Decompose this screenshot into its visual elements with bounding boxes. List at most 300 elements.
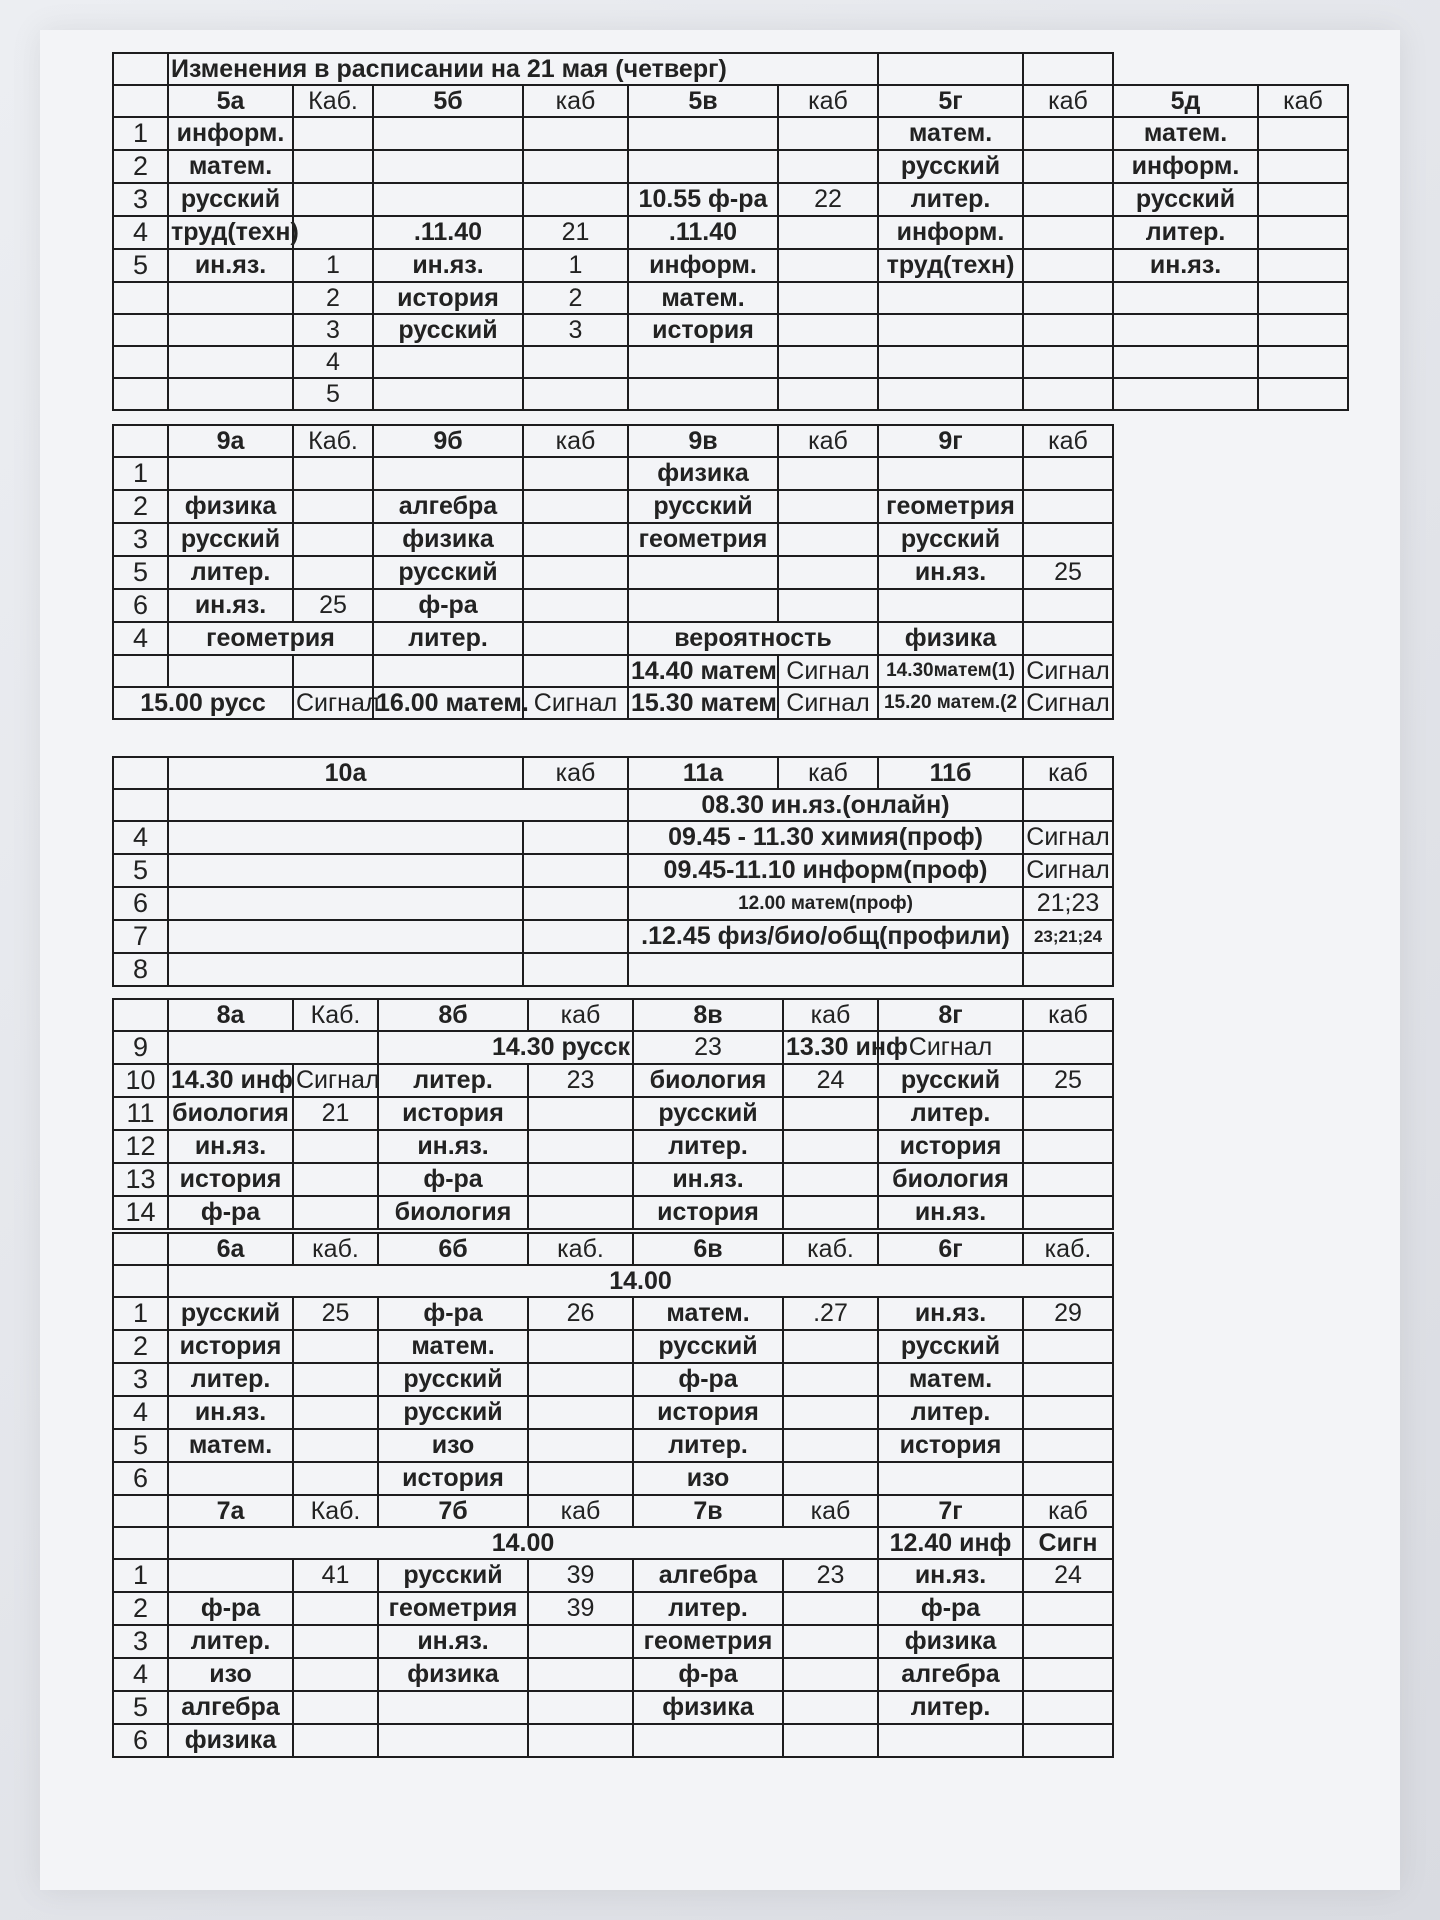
grade-5-section	[112, 52, 1347, 411]
room-cell: 1	[523, 249, 628, 282]
class-header: 9б	[373, 425, 523, 457]
room-cell	[778, 249, 878, 282]
room-cell	[293, 556, 373, 589]
room-cell: 26	[528, 1297, 633, 1330]
room-cell	[1258, 150, 1348, 183]
lesson-number: 7	[113, 920, 168, 953]
subject-cell: русский	[168, 1297, 293, 1330]
room-cell	[1258, 216, 1348, 249]
subject-cell: русский	[878, 1064, 1023, 1097]
room-header: Каб.	[293, 425, 373, 457]
room-cell	[523, 920, 628, 953]
lesson-number: 5	[113, 556, 168, 589]
table-row	[113, 1064, 1113, 1097]
subject-cell: история	[168, 1163, 293, 1196]
room-cell: 24	[1023, 1559, 1113, 1592]
class-header: 6б	[378, 1233, 528, 1265]
subject-cell: ин.яз.	[878, 556, 1023, 589]
room-cell	[1023, 346, 1113, 378]
class-header: 8в	[633, 999, 783, 1031]
subject-cell: ф-ра	[168, 1592, 293, 1625]
page-title: Изменения в расписании на 21 мая (четверг)	[168, 53, 878, 85]
room-cell	[293, 1429, 378, 1462]
subject-cell: матем.	[878, 1363, 1023, 1396]
room-cell	[523, 523, 628, 556]
subject-cell: геометрия	[378, 1592, 528, 1625]
room-header: каб	[778, 85, 878, 117]
room-cell: 24	[783, 1064, 878, 1097]
room-cell	[523, 457, 628, 490]
room-cell: Сигнал	[293, 1064, 378, 1097]
lesson-number: 3	[113, 1363, 168, 1396]
room-cell	[778, 556, 878, 589]
subject-cell: история	[168, 1330, 293, 1363]
subject-cell	[168, 953, 523, 986]
lesson-number: 3	[113, 523, 168, 556]
room-cell	[1023, 314, 1113, 346]
room-cell: 21	[523, 216, 628, 249]
room-cell	[783, 1592, 878, 1625]
subject-cell: ин.яз.	[168, 249, 293, 282]
room-cell	[293, 117, 373, 150]
subject-cell: матем.	[878, 117, 1023, 150]
table-row	[113, 282, 1348, 314]
table-row	[113, 346, 1348, 378]
subject-cell	[878, 346, 1023, 378]
room-cell	[523, 887, 628, 920]
room-cell	[1258, 314, 1348, 346]
subject-cell: физика	[878, 1625, 1023, 1658]
subject-cell	[878, 314, 1023, 346]
lesson-number: 5	[113, 1691, 168, 1724]
room-cell	[783, 1097, 878, 1130]
room-cell: 25	[293, 1297, 378, 1330]
room-cell	[778, 378, 878, 410]
subject-cell: ф-ра	[633, 1363, 783, 1396]
room-cell	[783, 1691, 878, 1724]
subject-cell: история	[878, 1130, 1023, 1163]
room-header: каб	[778, 425, 878, 457]
subject-cell	[628, 150, 778, 183]
class-header: 7г	[878, 1495, 1023, 1527]
subject-cell	[373, 117, 523, 150]
subject-cell: физика	[633, 1691, 783, 1724]
room-cell	[528, 1724, 633, 1757]
table-row	[113, 1097, 1113, 1130]
subject-cell: ин.яз.	[378, 1625, 528, 1658]
subject-cell: русский	[628, 490, 778, 523]
class-header: 5в	[628, 85, 778, 117]
subject-cell: ф-ра	[878, 1592, 1023, 1625]
table-row	[113, 1163, 1113, 1196]
subject-cell: ин.яз.	[1113, 249, 1258, 282]
table-row	[113, 457, 1113, 490]
table-row	[113, 1559, 1113, 1592]
table-row	[113, 1625, 1113, 1658]
subject-cell: литер.	[633, 1592, 783, 1625]
room-cell: 2	[523, 282, 628, 314]
room-cell	[1258, 249, 1348, 282]
lesson-number	[113, 378, 168, 410]
subject-cell: изо	[633, 1462, 783, 1495]
class-header: 5г	[878, 85, 1023, 117]
subject-cell	[168, 282, 293, 314]
room-cell	[783, 1396, 878, 1429]
grade-9-section	[112, 424, 1112, 720]
room-cell	[778, 150, 878, 183]
table-row	[113, 378, 1348, 410]
room-header: каб	[1023, 425, 1113, 457]
room-cell	[1023, 1658, 1113, 1691]
subject-cell	[1113, 314, 1258, 346]
grade-7-time-row: 14.00 12.40 инф Сигн	[113, 1527, 1113, 1559]
class-header: 7в	[633, 1495, 783, 1527]
table-row	[113, 1130, 1113, 1163]
room-cell	[778, 589, 878, 622]
room-cell	[293, 523, 373, 556]
room-cell	[1258, 117, 1348, 150]
room-cell	[1023, 1330, 1113, 1363]
lesson-number: 4	[113, 1396, 168, 1429]
room-cell	[783, 1724, 878, 1757]
room-cell	[1023, 1429, 1113, 1462]
subject-cell: русский	[373, 314, 523, 346]
lesson-number: 1	[113, 1559, 168, 1592]
room-cell	[778, 117, 878, 150]
grade-7-section	[112, 1494, 1112, 1758]
lesson-number: 6	[113, 887, 168, 920]
grade-10-11-header-row: 10а каб 11а каб 11б каб	[113, 757, 1113, 789]
subject-cell: биология	[168, 1097, 293, 1130]
subject-cell: ин.яз.	[878, 1196, 1023, 1229]
room-cell	[1023, 589, 1113, 622]
room-header: каб.	[1023, 1233, 1113, 1265]
grade-6-table	[112, 1232, 1114, 1496]
subject-cell: .11.40	[628, 216, 778, 249]
room-cell: 25	[293, 589, 373, 622]
subject-cell	[373, 150, 523, 183]
row-number-header	[113, 1233, 168, 1265]
subject-cell: история	[878, 1429, 1023, 1462]
table-row	[113, 887, 1113, 920]
subject-cell: физика	[168, 1724, 293, 1757]
grade-8-header-row	[113, 999, 1113, 1031]
lesson-number: 3	[113, 183, 168, 216]
subject-cell: русский	[878, 523, 1023, 556]
class-header: 5д	[1113, 85, 1258, 117]
subject-cell	[378, 1724, 528, 1757]
room-cell	[783, 1130, 878, 1163]
room-cell	[1023, 1363, 1113, 1396]
room-cell	[528, 1658, 633, 1691]
subject-cell: история	[378, 1097, 528, 1130]
room-cell: 22	[778, 183, 878, 216]
subject-cell	[628, 556, 778, 589]
subject-cell: литер.	[878, 183, 1023, 216]
subject-cell	[878, 282, 1023, 314]
grade-8-row-9: 9 14.30 русск 23 13.30 инф Сигнал	[113, 1031, 1113, 1064]
room-cell	[783, 1429, 878, 1462]
subject-cell	[373, 183, 523, 216]
subject-cell	[168, 920, 523, 953]
subject-cell: геометрия	[633, 1625, 783, 1658]
room-header: каб	[783, 1495, 878, 1527]
room-cell: 23	[528, 1064, 633, 1097]
table-row	[113, 1658, 1113, 1691]
room-cell	[293, 457, 373, 490]
subject-cell	[168, 887, 523, 920]
room-cell	[1023, 117, 1113, 150]
lesson-number: 1	[113, 117, 168, 150]
subject-cell	[168, 1462, 293, 1495]
lesson-number: 4	[113, 821, 168, 854]
subject-cell: биология	[878, 1163, 1023, 1196]
subject-cell: матем.	[633, 1297, 783, 1330]
subject-cell	[878, 589, 1023, 622]
room-cell	[528, 1429, 633, 1462]
subject-cell: литер.	[878, 1097, 1023, 1130]
table-row	[113, 314, 1348, 346]
room-header: Каб.	[293, 999, 378, 1031]
room-cell	[293, 490, 373, 523]
subject-cell: ф-ра	[168, 1196, 293, 1229]
subject-cell: изо	[378, 1429, 528, 1462]
lesson-number: 6	[113, 1724, 168, 1757]
room-cell	[1023, 1625, 1113, 1658]
lesson-number: 12	[113, 1130, 168, 1163]
room-cell	[1258, 346, 1348, 378]
room-cell	[523, 150, 628, 183]
subject-cell	[878, 1724, 1023, 1757]
row-number-header	[113, 425, 168, 457]
room-cell	[778, 523, 878, 556]
lesson-number: 5	[113, 1429, 168, 1462]
subject-cell: биология	[378, 1196, 528, 1229]
subject-cell	[373, 346, 523, 378]
subject-cell: литер.	[878, 1396, 1023, 1429]
subject-cell: литер.	[378, 1064, 528, 1097]
subject-cell: информ.	[628, 249, 778, 282]
room-header: каб	[783, 999, 878, 1031]
room-cell	[778, 490, 878, 523]
room-header: Каб.	[293, 1495, 378, 1527]
room-cell	[523, 556, 628, 589]
subject-cell	[628, 378, 778, 410]
room-cell	[523, 821, 628, 854]
table-row	[113, 953, 1113, 986]
room-cell	[293, 216, 373, 249]
room-cell	[528, 1625, 633, 1658]
room-cell	[1258, 183, 1348, 216]
room-cell	[1023, 1724, 1113, 1757]
subject-cell: история	[633, 1196, 783, 1229]
room-cell: 2	[293, 282, 373, 314]
subject-cell: ф-ра	[633, 1658, 783, 1691]
subject-cell	[1113, 378, 1258, 410]
room-cell	[1023, 1396, 1113, 1429]
room-cell	[293, 183, 373, 216]
subject-cell	[878, 1462, 1023, 1495]
subject-cell	[633, 1724, 783, 1757]
room-cell: 3	[523, 314, 628, 346]
table-row	[113, 249, 1348, 282]
room-cell	[1023, 1097, 1113, 1130]
room-cell	[293, 1592, 378, 1625]
subject-cell: ф-ра	[378, 1297, 528, 1330]
room-cell: 29	[1023, 1297, 1113, 1330]
grade-5-header-row	[113, 85, 1348, 117]
class-header: 7а	[168, 1495, 293, 1527]
subject-cell: литер.	[168, 1625, 293, 1658]
room-cell	[778, 314, 878, 346]
subject-cell: алгебра	[373, 490, 523, 523]
subject-cell: труд(техн)	[168, 216, 293, 249]
subject-cell: физика	[168, 490, 293, 523]
room-cell	[783, 1625, 878, 1658]
room-cell	[778, 346, 878, 378]
room-header: каб	[1023, 999, 1113, 1031]
room-cell	[778, 216, 878, 249]
class-header: 5а	[168, 85, 293, 117]
subject-cell: изо	[168, 1658, 293, 1691]
table-row	[113, 150, 1348, 183]
room-cell	[293, 1196, 378, 1229]
room-cell: .27	[783, 1297, 878, 1330]
table-row	[113, 1363, 1113, 1396]
room-cell: 25	[1023, 1064, 1113, 1097]
grade-5-table	[112, 52, 1349, 411]
class-header: 8г	[878, 999, 1023, 1031]
room-cell	[528, 1163, 633, 1196]
subject-cell	[628, 589, 778, 622]
room-cell	[523, 378, 628, 410]
subject-cell	[168, 457, 293, 490]
room-cell	[783, 1330, 878, 1363]
table-row	[113, 589, 1113, 622]
room-cell	[528, 1130, 633, 1163]
table-row	[113, 183, 1348, 216]
class-header: 8а	[168, 999, 293, 1031]
lesson-number: 2	[113, 1330, 168, 1363]
room-cell: 23;21;24	[1023, 920, 1113, 953]
subject-cell: литер.	[168, 1363, 293, 1396]
subject-cell	[878, 457, 1023, 490]
grade-6-section	[112, 1232, 1112, 1496]
table-row	[113, 1196, 1113, 1229]
subject-cell: история	[378, 1462, 528, 1495]
lesson-number: 5	[113, 854, 168, 887]
subject-cell: литер.	[878, 1691, 1023, 1724]
subject-cell	[628, 953, 1023, 986]
room-cell: 4	[293, 346, 373, 378]
subject-cell: 12.00 матем(проф)	[628, 887, 1023, 920]
room-cell	[293, 1396, 378, 1429]
room-cell: 5	[293, 378, 373, 410]
subject-cell: литер.	[633, 1130, 783, 1163]
lesson-number: 6	[113, 589, 168, 622]
room-header: Каб.	[293, 85, 373, 117]
room-cell: 21	[293, 1097, 378, 1130]
room-cell: 41	[293, 1559, 378, 1592]
subject-cell: ин.яз.	[378, 1130, 528, 1163]
room-header: каб	[1023, 85, 1113, 117]
class-header: 5б	[373, 85, 523, 117]
room-cell	[783, 1462, 878, 1495]
subject-cell: история	[633, 1396, 783, 1429]
room-header: каб.	[528, 1233, 633, 1265]
class-header: 9г	[878, 425, 1023, 457]
room-cell	[783, 1163, 878, 1196]
room-cell	[1023, 216, 1113, 249]
table-row	[113, 1724, 1113, 1757]
subject-cell	[168, 854, 523, 887]
room-cell	[1023, 523, 1113, 556]
table-row	[113, 523, 1113, 556]
subject-cell: русский	[373, 556, 523, 589]
room-header: каб.	[293, 1233, 378, 1265]
subject-cell: ин.яз.	[878, 1297, 1023, 1330]
table-row	[113, 854, 1113, 887]
subject-cell: труд(техн)	[878, 249, 1023, 282]
room-cell	[293, 1724, 378, 1757]
room-cell: 39	[528, 1559, 633, 1592]
row-number-header	[113, 85, 168, 117]
lesson-number: 11	[113, 1097, 168, 1130]
subject-cell: русский	[878, 1330, 1023, 1363]
room-cell	[1023, 490, 1113, 523]
room-cell	[1023, 378, 1113, 410]
table-row	[113, 117, 1348, 150]
subject-cell: информ.	[1113, 150, 1258, 183]
lesson-number: 8	[113, 953, 168, 986]
room-cell: 25	[1023, 556, 1113, 589]
subject-cell: ин.яз.	[878, 1559, 1023, 1592]
lesson-number: 2	[113, 490, 168, 523]
subject-cell: геометрия	[878, 490, 1023, 523]
room-cell	[1258, 378, 1348, 410]
subject-cell: русский	[168, 523, 293, 556]
room-header: каб	[1258, 85, 1348, 117]
room-cell	[778, 457, 878, 490]
room-cell	[783, 1363, 878, 1396]
subject-cell: матем.	[378, 1330, 528, 1363]
room-cell	[528, 1691, 633, 1724]
room-cell	[293, 1691, 378, 1724]
subject-cell: .11.40	[373, 216, 523, 249]
subject-cell	[168, 821, 523, 854]
subject-cell: физика	[373, 523, 523, 556]
room-cell: 1	[293, 249, 373, 282]
subject-cell: ф-ра	[378, 1163, 528, 1196]
subject-cell: литер.	[168, 556, 293, 589]
subject-cell	[628, 117, 778, 150]
grade-6-header-row	[113, 1233, 1113, 1265]
grade-11-online-row: 08.30 ин.яз.(онлайн)	[113, 789, 1113, 821]
subject-cell: русский	[633, 1097, 783, 1130]
grade-10-11-section	[112, 756, 1112, 987]
lesson-number: 3	[113, 1625, 168, 1658]
subject-cell	[878, 378, 1023, 410]
subject-cell: ин.яз.	[168, 1396, 293, 1429]
grade-7-table	[112, 1494, 1114, 1758]
room-cell	[523, 183, 628, 216]
room-cell	[528, 1363, 633, 1396]
subject-cell	[373, 378, 523, 410]
subject-cell: информ.	[878, 216, 1023, 249]
subject-cell: .12.45 физ/био/общ(профили)	[628, 920, 1023, 953]
lesson-number: 4	[113, 1658, 168, 1691]
subject-cell: ин.яз.	[373, 249, 523, 282]
